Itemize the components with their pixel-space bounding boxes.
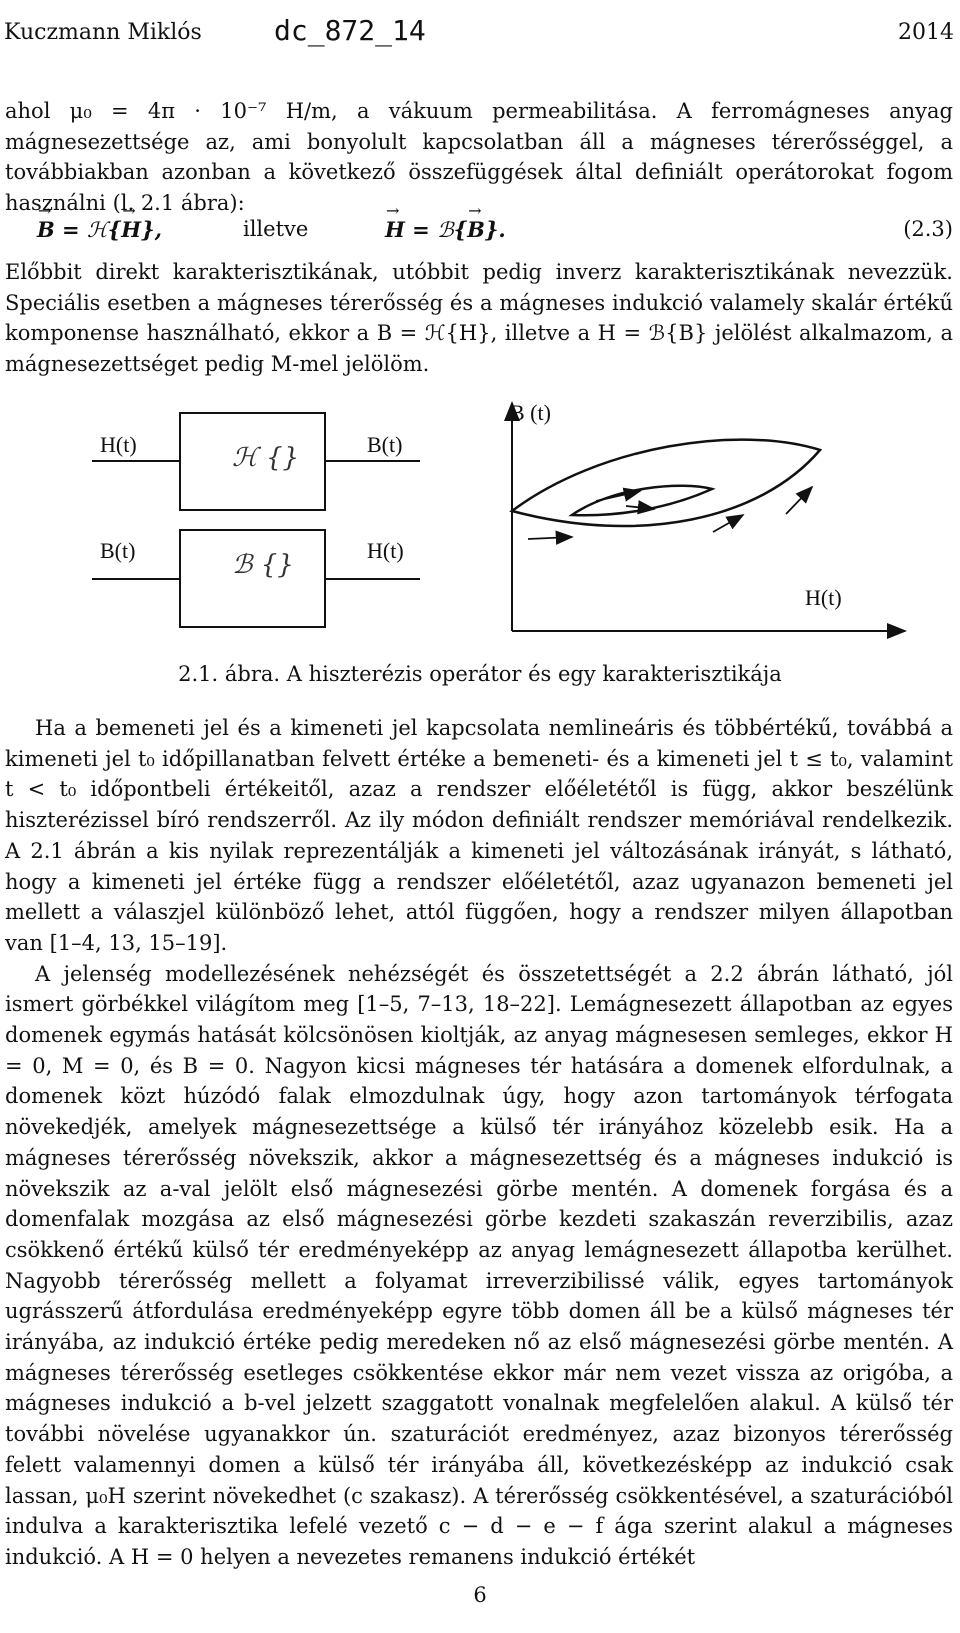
equation-connector: illetve xyxy=(243,217,309,241)
paragraph-4: A jelenség modellezésének nehézségét és összetettségét a 2.2 ábrán látható, jól ismert görbékkel világítom meg [1–5, 7–13, 18–22]. Lemágnesezett állapotban az egyes domenek egymás hatását kölcsönösen kioltják, az anyag mágnesesen semleges, ekkor H = 0, M = 0, és B = 0. Nagyon kicsi mágneses tér hatására a domenek elfordulnak, a domenek közt húzódó falak elmozdulnak úgy, hogy azon tartományok térfogata növekedjék, amelyek mágnesezettsége a külső tér irányához közelebb esik. Ha a mágneses térerősség növekszik, akkor a mágnesezettség és a mágneses indukció is növekszik az a-val jelölt első mágnesezési görbe mentén. A domenek forgása és a domenfalak mozgása az első mágnesezési görbe kezdeti szakaszán reverzibilis, azaz csökkenő értékű külső tér eredményeképp az anyag lemágnesezett állapotba kerülhet. Nagyobb térerősség mellett a folyamat irreverzibilissé válik, egyes tartományok ugrásszerű átfordulása eredményeképp egyre több domen áll be a külső mágneses tér irányába, az indukció értéke pedig meredeken nő az első mágnesezési görbe mentén. A mágneses térerősség esetleges csökkentése ekkor már nem vezet vissza az origóba, a mágneses indukció a b-vel jelzett szaggatott vonalnak megfelelően alakul. A külső tér további növelése ugyanakkor ún. szaturációt eredményez, azaz bizonyos térerősség felett valamennyi domen a külső tér irányába áll, következésképp az indukció csak lassan, μ₀H szerint növekedhet (c szakasz). A térerősség csökkentésével, a szaturációból indulva a karakterisztika lefelé vezető c − d − e − f ága szerint alakul a mágneses indukció. A H = 0 helyen a nevezetes remanens indukció értékét xyxy=(5,961,953,1569)
header-author: Kuczmann Miklós xyxy=(4,20,202,45)
graph-y-axis-label: B (t) xyxy=(510,400,551,425)
equation-right: → H = ℬ{→ B}. xyxy=(385,217,506,242)
equation-left: → B = ℋ{→ H}, xyxy=(37,217,162,242)
page-number: 6 xyxy=(473,1583,487,1607)
header-code: dc_872_14 xyxy=(274,14,426,47)
box1-input-label: H(t) xyxy=(100,432,137,457)
box2-output-label: H(t) xyxy=(367,538,404,563)
box1-operator-label: ℋ {} xyxy=(232,443,300,473)
paragraph-1: ahol μ₀ = 4π · 10⁻⁷ H/m, a vákuum permeabilitása. A ferromágneses anyag mágnesezettsége az, ami bonyolult kapcsolatban áll a mágneses térerősséggel, a továbbiakban azonban a következő összefüggések által definiált operátorokat fogom használni (l. 2.1 ábra): xyxy=(5,99,953,216)
body-text xyxy=(5,713,953,1573)
paragraph-2: Előbbit direkt karakterisztikának, utóbbit pedig inverz karakterisztikának nevezzük. Speciális esetben a mágneses térerősség és a mágneses indukció valamely skalár értékű komponense használható, ekkor a B = ℋ{H}, illetve a H = ℬ{B} jelölést alkalmazom, a mágnesezettséget pedig M-mel jelölöm. xyxy=(5,260,953,377)
graph-axes xyxy=(512,403,905,631)
equation-2-3 xyxy=(5,213,953,249)
box2-input-label: B(t) xyxy=(100,538,136,563)
box2-operator-label: ℬ {} xyxy=(232,550,294,580)
figure-drawing xyxy=(0,395,960,665)
header-year: 2014 xyxy=(898,20,954,45)
direction-arrows xyxy=(528,487,812,539)
paragraph-3: Ha a bemeneti jel és a kimeneti jel kapcsolata nemlineáris és többértékű, továbbá a kimeneti jel t₀ időpillanatban felvett értéke a bemeneti- és a kimeneti jel t ≤ t₀, valamint t < t₀ időpontbeli értékeitől, azaz a rendszer előéletétől is függ, akkor beszélünk hiszterézissel bíró rendszerről. Az ily módon definiált rendszer memóriával rendelkezik. A 2.1 ábrán a kis nyilak reprezentálják a kimeneti jel változásának irányát, s látható, hogy a kimeneti jel értéke függ a rendszer előéletétől, azaz ugyanazon bemeneti jel mellett a válaszjel különböző lehet, attól függően, hogy a rendszer milyen állapotban van [1–4, 13, 15–19]. xyxy=(5,716,953,955)
graph-x-axis-label: H(t) xyxy=(805,585,842,610)
figure-2-1 xyxy=(0,395,960,695)
paragraph-2-block xyxy=(5,257,953,380)
figure-caption: 2.1. ábra. A hiszterézis operátor és egy karakterisztikája xyxy=(178,662,782,686)
hysteresis-loop xyxy=(512,440,820,526)
page-header xyxy=(4,14,954,54)
box1-output-label: B(t) xyxy=(367,432,403,457)
equation-number: (2.3) xyxy=(903,217,953,241)
